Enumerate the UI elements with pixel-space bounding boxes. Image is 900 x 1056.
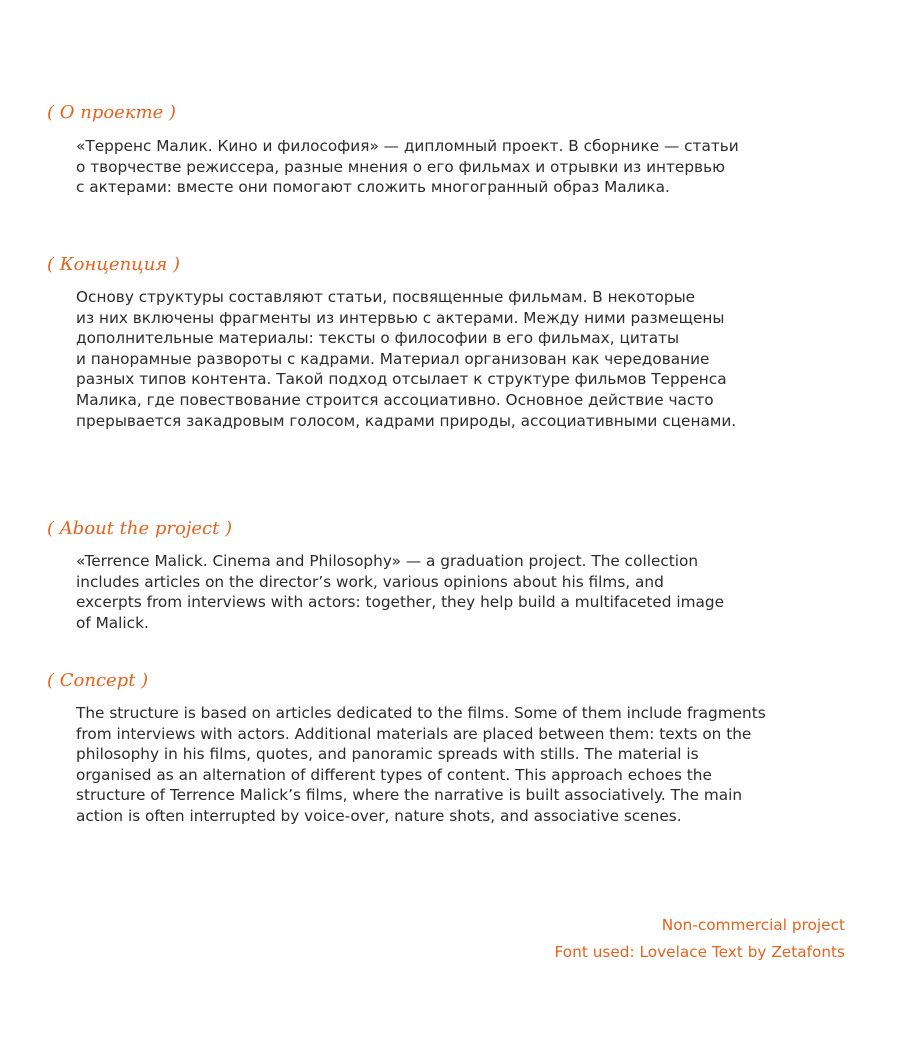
text-line: structure of Terrence Malick’s films, where the narrative is built associatively. The main <box>76 786 743 805</box>
footer-font-credit: Font used: Lovelace Text by Zetafonts <box>554 943 845 961</box>
text-line: с актерами: вместе они помогают сложить многогранный образ Малика. <box>76 178 670 197</box>
section-text-about-ru <box>76 136 739 198</box>
section-heading-concept-ru: ( Концепция ) <box>47 254 180 275</box>
section-text-concept-ru <box>76 287 736 431</box>
text-line: of Malick. <box>76 613 149 632</box>
section-text-concept-en <box>76 703 766 827</box>
text-line: includes articles on the director’s work, various opinions about his films, and <box>76 572 664 591</box>
text-line: и панорамные развороты с кадрами. Материал организован как чередование <box>76 349 710 368</box>
text-line: Малика, где повествование строится ассоциативно. Основное действие часто <box>76 390 714 409</box>
text-line: о творчестве режиссера, разные мнения о его фильмах и отрывки из интервью <box>76 157 725 176</box>
text-line: прерывается закадровым голосом, кадрами природы, ассоциативными сценами. <box>76 411 737 430</box>
text-line: Основу структуры составляют статьи, посвященные фильмам. В некоторые <box>76 288 696 306</box>
section-text-about-en <box>76 551 724 633</box>
section-heading-about-en: ( About the project ) <box>47 518 233 539</box>
text-line: philosophy in his films, quotes, and panoramic spreads with stills. The material is <box>76 745 699 764</box>
section-heading-about-ru: ( О проекте ) <box>47 102 177 123</box>
text-line: «Terrence Malick. Cinema and Philosophy» — a graduation project. The collection <box>76 552 699 570</box>
footer-non-commercial-note: Non-commercial project <box>661 916 845 934</box>
text-line: organised as an alternation of different types of content. This approach echoes the <box>76 765 712 784</box>
section-heading-concept-en: ( Concept ) <box>47 670 149 691</box>
text-line: The structure is based on articles dedicated to the films. Some of them include fragments <box>76 704 766 722</box>
text-line: action is often interrupted by voice-over, nature shots, and associative scenes. <box>76 806 682 825</box>
text-line: из них включены фрагменты из интервью с актерами. Между ними размещены <box>76 308 725 327</box>
text-line: from interviews with actors. Additional materials are placed between them: texts on the <box>76 724 752 743</box>
text-line: дополнительные материалы: тексты о философии в его фильмах, цитаты <box>76 329 680 348</box>
text-line: разных типов контента. Такой подход отсылает к структуре фильмов Терренса <box>76 370 727 389</box>
text-line: «Терренс Малик. Кино и философия» — дипломный проект. В сборнике — статьи <box>76 137 739 155</box>
text-line: excerpts from interviews with actors: together, they help build a multifaceted image <box>76 593 725 612</box>
